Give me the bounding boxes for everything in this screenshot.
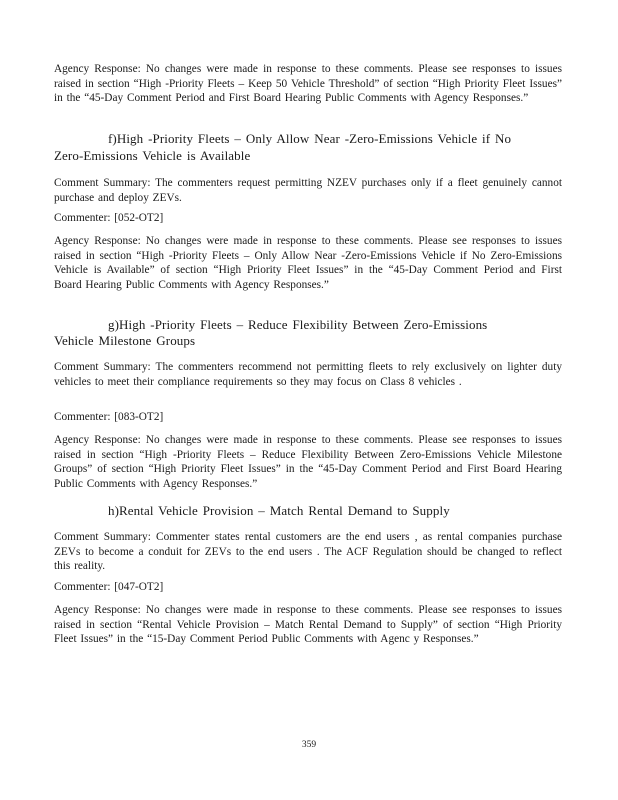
section-heading-text: Rental Vehicle Provision – Match Rental Demand to Supply bbox=[119, 503, 450, 518]
section-heading-text: High -Priority Fleets – Reduce Flexibility Between Zero-Emissions bbox=[119, 317, 488, 332]
commenter-line: Commenter: [047-OT2] bbox=[54, 581, 164, 593]
section-heading-f bbox=[108, 131, 511, 148]
section-heading-label: h) bbox=[108, 503, 120, 518]
agency-response-paragraph: Agency Response: No changes were made in response to these comments. Please see responses to issues raised in section “High -Priority Fleets – Reduce Flexibility Between Zero-Emissions Vehicle Milestone Groups” of section “High Priority Fleet Issues” in the “45-Day Comment Period and First Board Hearing Public Comments with Agency Responses.” bbox=[54, 434, 562, 490]
section-heading-label: g) bbox=[108, 317, 120, 332]
comment-summary-paragraph: Comment Summary: The commenters request permitting NZEV purchases only if a fleet genuinely cannot purchase and deploy ZEVs. bbox=[54, 177, 562, 204]
comment-summary-paragraph: Comment Summary: Commenter states rental customers are the end users , as rental companies purchase ZEVs to become a conduit for ZEVs to the end users . The ACF Regulation should be changed to reflect this reality. bbox=[54, 531, 562, 573]
agency-response-paragraph: Agency Response: No changes were made in response to these comments. Please see responses to issues raised in section “High -Priority Fleets – Keep 50 Vehicle Threshold” of section “High Priority Fleet Issues” in the “45-Day Comment Period and First Board Hearing Public Comments with Agency Responses.” bbox=[54, 63, 562, 105]
section-heading-label: f) bbox=[108, 131, 117, 146]
section-heading-text: High -Priority Fleets – Only Allow Near -Zero-Emissions Vehicle if No bbox=[116, 131, 512, 146]
page-number: 359 bbox=[301, 740, 317, 750]
agency-response-paragraph: Agency Response: No changes were made in response to these comments. Please see responses to issues raised in section “High -Priority Fleets – Only Allow Near -Zero-Emissions Vehicle if No Zero-Emissions Vehicle is Available” of section “High Priority Fleet Issues” in the “45-Day Comment Period and First Board Hearing Public Comments with Agency Responses.” bbox=[54, 235, 562, 291]
commenter-line: Commenter: [052-OT2] bbox=[54, 212, 164, 224]
section-heading-f-continued: Zero-Emissions Vehicle is Available bbox=[54, 148, 251, 163]
agency-response-paragraph: Agency Response: No changes were made in response to these comments. Please see responses to issues raised in section “Rental Vehicle Provision – Match Rental Demand to Supply” of section “High Priority Fleet Issues” in the “15-Day Comment Period Public Comments with Agenc y Responses.” bbox=[54, 604, 562, 646]
section-heading-g bbox=[108, 317, 487, 334]
section-heading-h bbox=[108, 503, 450, 520]
section-heading-g-continued: Vehicle Milestone Groups bbox=[54, 333, 196, 348]
comment-summary-paragraph: Comment Summary: The commenters recommend not permitting fleets to rely exclusively on lighter duty vehicles to meet their compliance requirements so they may focus on Class 8 vehicles . bbox=[54, 361, 562, 388]
commenter-line: Commenter: [083-OT2] bbox=[54, 411, 164, 423]
